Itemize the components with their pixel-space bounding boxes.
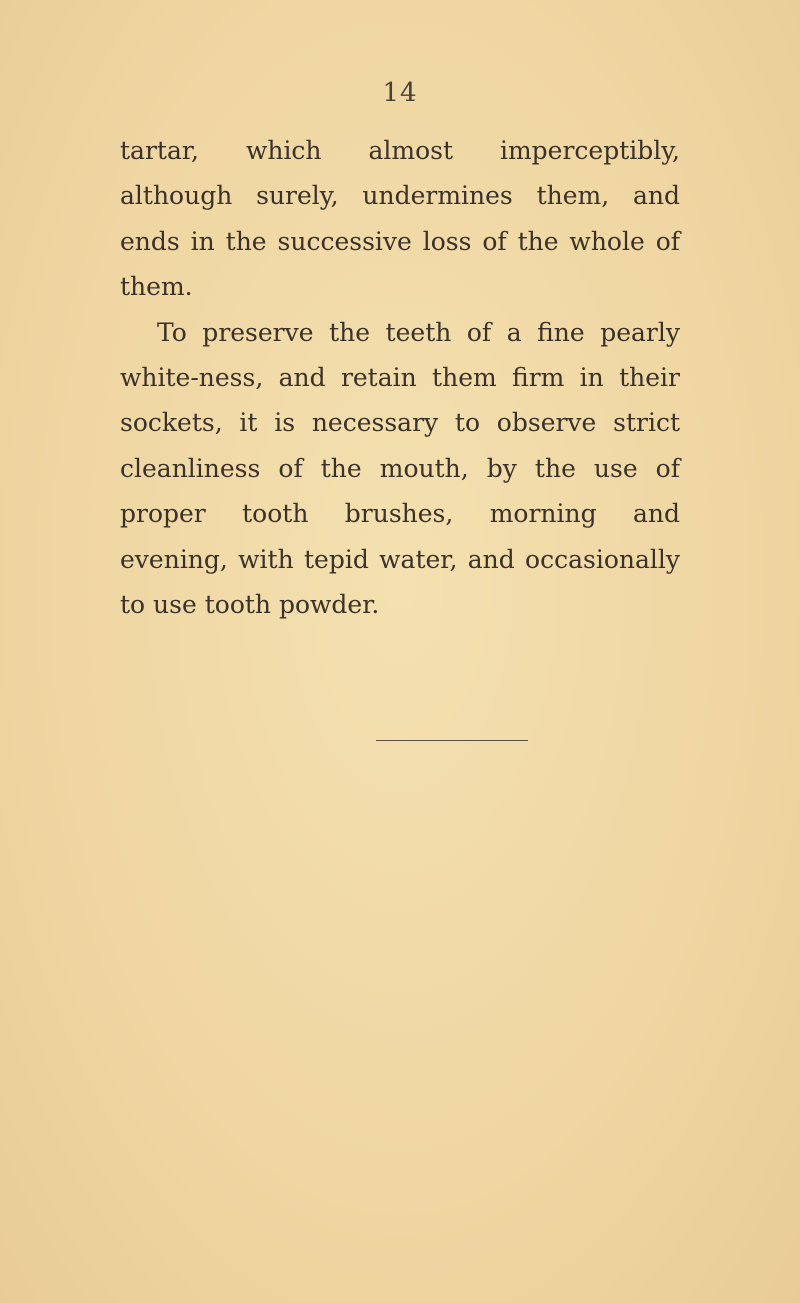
- paragraph-continuation: tartar, which almost imperceptibly, although surely, undermines them, and ends in the successive loss of the whole of them.: [120, 136, 680, 302]
- body-text: [120, 128, 680, 627]
- section-divider: [376, 740, 528, 741]
- paragraph-teeth-care: To preserve the teeth of a fine pearly white-ness, and retain them firm in their sockets, it is necessary to observe strict cleanliness of the mouth, by the use of proper tooth brushes, morning and evening, with tepid water, and occasionally to use tooth powder.: [120, 317, 680, 620]
- page-number: 14: [382, 78, 418, 108]
